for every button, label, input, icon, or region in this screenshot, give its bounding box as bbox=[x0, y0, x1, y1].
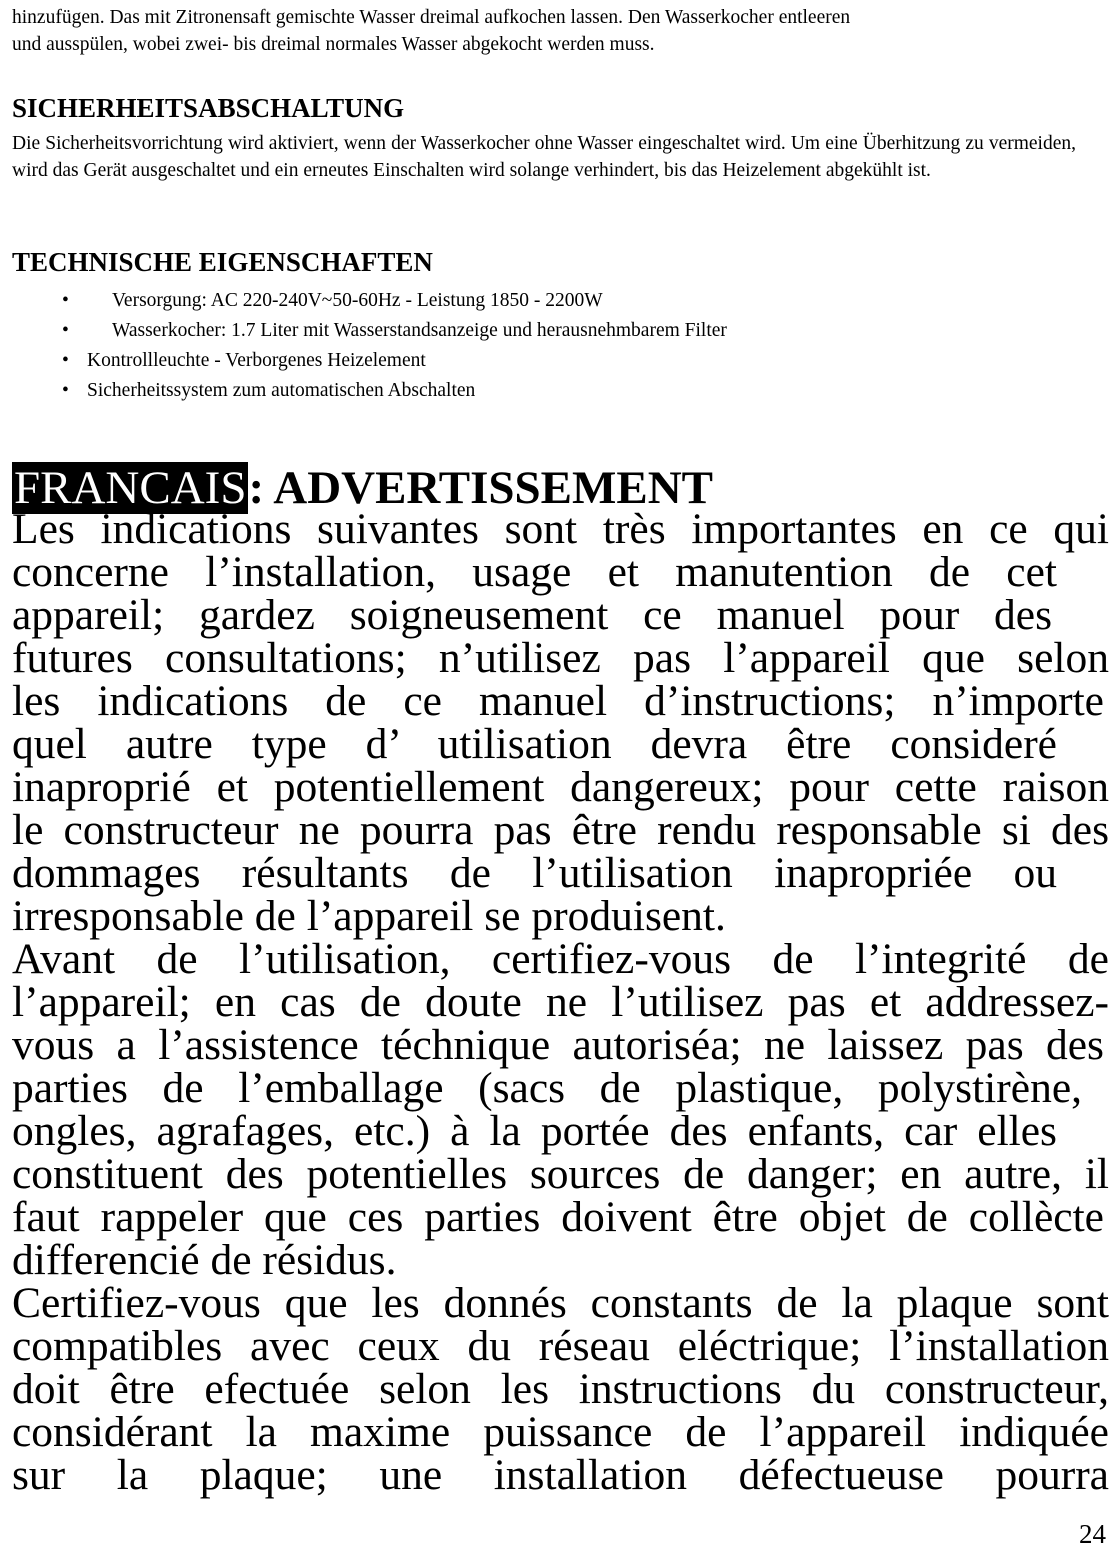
bullet-icon: • bbox=[62, 320, 69, 341]
safety-paragraph: Die Sicherheitsvorrichtung wird aktiviert, wenn der Wasserkocher ohne Wasser eingeschaltet wird. Um eine Überhitzung zu vermeiden, wird das Gerät ausgeschaltet und ein erneutes Einschalten wird solange verhindert, bis das Heizelement abgekühlt ist. bbox=[12, 133, 1076, 181]
text-line: Certifiez-vous que les donnés constants de la plaque sont bbox=[12, 1279, 1109, 1327]
list-item bbox=[12, 376, 727, 406]
text-line: compatibles avec ceux du réseau eléctrique; l’installation bbox=[12, 1322, 1109, 1370]
bullet-icon: • bbox=[62, 350, 69, 371]
text-line: faut rappeler que ces parties doivent être objet de collècte bbox=[12, 1193, 1104, 1241]
text-line: quel autre type d’ utilisation devra être consideré bbox=[12, 720, 1057, 768]
text-line: constituent des potentielles sources de danger; en autre, il bbox=[12, 1150, 1109, 1198]
page-number: 24 bbox=[1079, 1519, 1106, 1549]
text-line: l’appareil; en cas de doute ne l’utilisez pas et addressez- bbox=[12, 978, 1109, 1026]
text-line: vous a l’assistence téchnique autoriséa; ne laissez pas des bbox=[12, 1021, 1104, 1069]
manual-page bbox=[12, 0, 1108, 1557]
text-line: parties de l’emballage (sacs de plastique, polystirène, bbox=[12, 1064, 1082, 1112]
intro-line: hinzufügen. Das mit Zitronensaft gemischte Wasser dreimal aufkochen lassen. Den Wasserkocher entleeren bbox=[12, 7, 851, 28]
text-line: futures consultations; n’utilisez pas l’appareil que selon bbox=[12, 634, 1109, 682]
list-item bbox=[12, 316, 727, 346]
text-line: Les indications suivantes sont très importantes en ce qui bbox=[12, 505, 1109, 553]
list-item-text: Sicherheitssystem zum automatischen Abschalten bbox=[87, 380, 476, 401]
tech-spec-list bbox=[12, 286, 727, 406]
text-line: le constructeur ne pourra pas être rendu responsable si des bbox=[12, 806, 1109, 854]
tech-heading: TECHNISCHE EIGENSCHAFTEN bbox=[12, 247, 433, 277]
intro-line: und ausspülen, wobei zwei- bis dreimal normales Wasser abgekocht werden muss. bbox=[12, 34, 655, 55]
text-line: Avant de l’utilisation, certifiez-vous de l’integrité de bbox=[12, 935, 1109, 983]
text-line: appareil; gardez soigneusement ce manuel pour des bbox=[12, 591, 1052, 639]
text-line: dommages résultants de l’utilisation inapropriée ou bbox=[12, 849, 1057, 897]
bullet-icon: • bbox=[62, 290, 69, 311]
text-line: inaproprié et potentiellement dangereux; pour cette raison bbox=[12, 763, 1109, 811]
text-line: sur la plaque; une installation défectueuse pourra bbox=[12, 1451, 1109, 1499]
text-line: les indications de ce manuel d’instructions; n’importe bbox=[12, 677, 1104, 725]
text-line: concerne l’installation, usage et manutention de cet bbox=[12, 548, 1057, 596]
text-line: differencié de résidus. bbox=[12, 1236, 397, 1284]
french-warning-text bbox=[12, 505, 1109, 1499]
title-text: : ADVERTISSEMENT bbox=[248, 462, 713, 514]
bullet-icon: • bbox=[62, 380, 69, 401]
list-item-text: Wasserkocher: 1.7 Liter mit Wasserstandsanzeige und herausnehmbarem Filter bbox=[112, 320, 727, 341]
list-item bbox=[12, 346, 727, 376]
list-item-text: Versorgung: AC 220-240V~50-60Hz - Leistung 1850 - 2200W bbox=[112, 290, 603, 311]
language-label: FRANCAIS bbox=[14, 462, 247, 514]
intro-paragraph bbox=[12, 4, 1102, 58]
list-item-text: Kontrollleuchte - Verborgenes Heizelement bbox=[87, 350, 426, 371]
text-line: irresponsable de l’appareil se produisent. bbox=[12, 892, 726, 940]
text-line: doit être efectuée selon les instructions du constructeur, bbox=[12, 1365, 1109, 1413]
list-item bbox=[12, 286, 727, 316]
safety-heading: SICHERHEITSABSCHALTUNG bbox=[12, 93, 405, 123]
text-line: ongles, agrafages, etc.) à la portée des enfants, car elles bbox=[12, 1107, 1057, 1155]
text-line: considérant la maxime puissance de l’appareil indiquée bbox=[12, 1408, 1109, 1456]
